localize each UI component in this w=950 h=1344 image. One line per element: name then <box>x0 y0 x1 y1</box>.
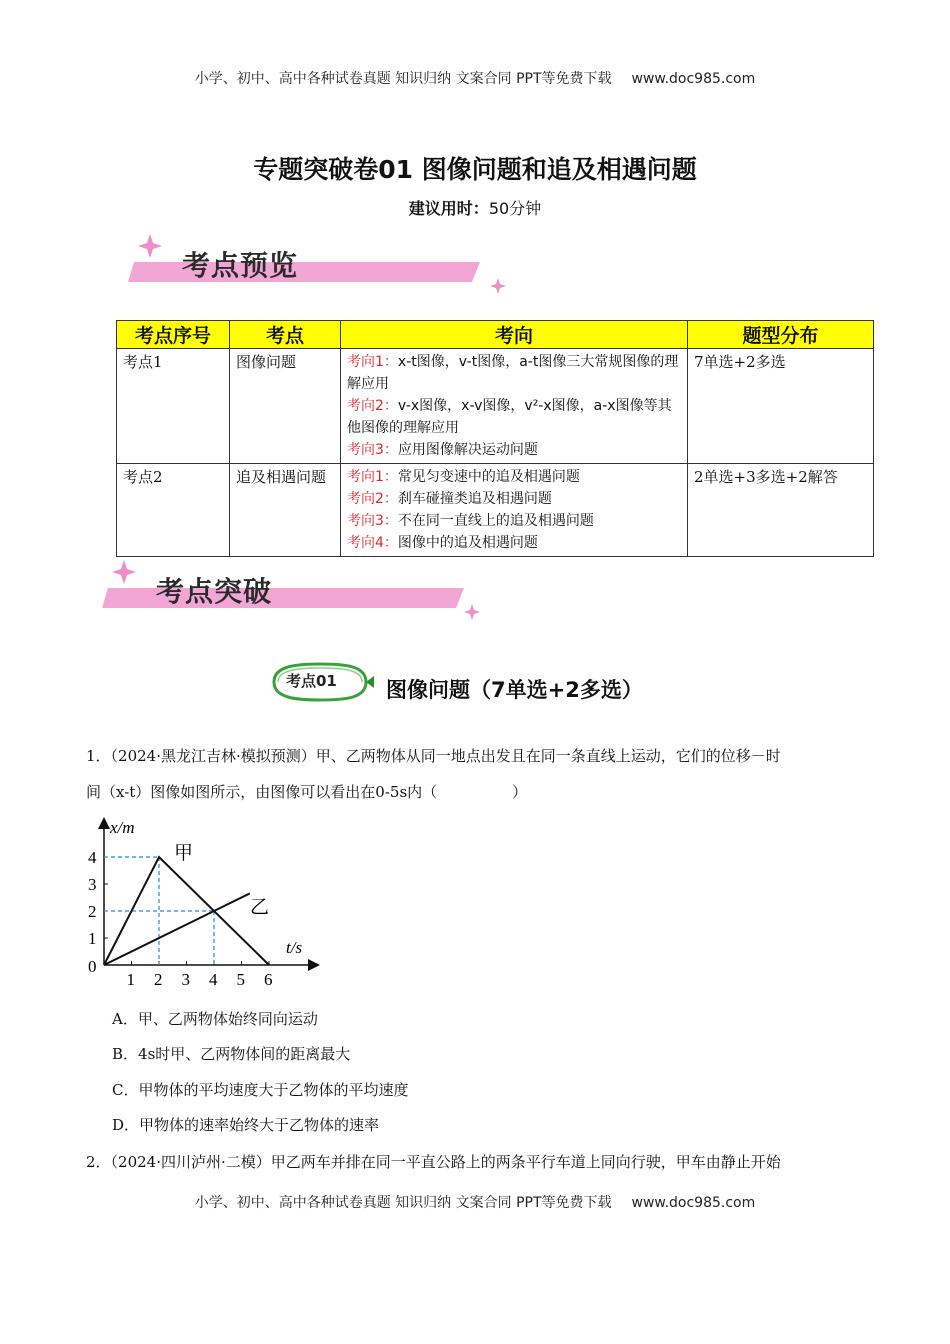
option-d[interactable]: D．甲物体的速率始终大于乙物体的速率 <box>112 1116 380 1134</box>
direction-item: 考向3：应用图像解决运动问题 <box>347 442 538 458</box>
section-title: 图像问题（7单选+2多选） <box>386 678 643 702</box>
table-header-row <box>117 321 874 349</box>
direction-item: 考向1：x-t图像，v-t图像，a-t图像三大常规图像的理解应用 <box>347 354 679 392</box>
direction-item: 考向2：v-x图像，x-v图像，v²-x图像，a-x图像等其他图像的理解应用 <box>347 398 672 436</box>
y-tick-label: 3 <box>88 875 97 894</box>
suggested-time-value: 50分钟 <box>488 199 542 218</box>
y-tick-label: 1 <box>88 929 97 948</box>
sparkle-icon <box>138 234 162 258</box>
table-row <box>117 464 874 557</box>
header-direction: 考向 <box>341 321 688 349</box>
cell-seq: 考点1 <box>117 349 230 464</box>
direction-item: 考向1：常见匀变速中的追及相遇问题 <box>347 469 580 485</box>
suggested-time-label: 建议用时： <box>408 199 489 218</box>
header-topic: 考点 <box>230 321 341 349</box>
series-line-yi <box>104 893 250 965</box>
sparkle-icon <box>464 604 480 620</box>
option-c[interactable]: C．甲物体的平均速度大于乙物体的平均速度 <box>112 1081 409 1099</box>
direction-item: 考向3：不在同一直线上的追及相遇问题 <box>347 513 594 529</box>
x-tick-label: 6 <box>264 970 273 989</box>
question-1-line-1: 1．（2024·黑龙江吉林·模拟预测）甲、乙两物体从同一地点出发且在同一条直线上运动，它们的位移－时 <box>86 747 781 765</box>
y-tick-label: 4 <box>88 848 97 867</box>
x-tick-label: 3 <box>181 970 190 989</box>
option-a[interactable]: A．甲、乙两物体始终同向运动 <box>112 1010 318 1028</box>
sparkle-icon <box>490 278 506 294</box>
question-1-line-2: 间（x-t）图像如图所示，由图像可以看出在0-5s内（ ） <box>86 783 528 801</box>
direction-item: 考向2：刹车碰撞类追及相遇问题 <box>347 491 552 507</box>
banner-preview-title: 考点预览 <box>182 249 299 282</box>
header-url[interactable]: www.doc985.com <box>631 71 756 87</box>
sparkle-icon <box>112 560 136 584</box>
cell-distribution: 7单选+2多选 <box>688 349 874 464</box>
x-axis-label: t/s <box>286 938 303 957</box>
table-row <box>117 349 874 464</box>
banner-preview-decoration <box>120 232 520 298</box>
page-header <box>0 68 950 88</box>
x-tick-label: 1 <box>126 970 135 989</box>
banner-breakthrough-title: 考点突破 <box>156 575 273 608</box>
x-tick-label: 4 <box>209 970 218 989</box>
section-badge-label: 考点01 <box>286 672 337 690</box>
origin-label: 0 <box>88 957 97 976</box>
direction-item: 考向4：图像中的追及相遇问题 <box>347 535 538 551</box>
y-axis-label: x/m <box>110 818 135 837</box>
x-tick-label: 5 <box>236 970 245 989</box>
page-footer <box>0 1192 950 1212</box>
cell-directions <box>341 464 688 557</box>
header-distribution: 题型分布 <box>688 321 874 349</box>
footer-text: 小学、初中、高中各种试卷真题 知识归纳 文案合同 PPT等免费下载 <box>194 1195 612 1211</box>
arrow-icon <box>366 676 374 688</box>
footer-url[interactable]: www.doc985.com <box>631 1195 756 1211</box>
cell-distribution: 2单选+3多选+2解答 <box>688 464 874 557</box>
yi-label: 乙 <box>250 896 270 918</box>
x-tick-label: 2 <box>154 970 163 989</box>
jia-label: 甲 <box>174 842 194 864</box>
cell-directions <box>341 349 688 464</box>
cell-seq: 考点2 <box>117 464 230 557</box>
y-tick-label: 2 <box>88 902 97 921</box>
question-2-line-1: 2．（2024·四川泸州·二模）甲乙两车并排在同一平直公路上的两条平行车道上同向行驶，甲车由静止开始 <box>86 1153 781 1171</box>
suggested-time <box>0 196 950 219</box>
cell-topic: 追及相遇问题 <box>230 464 341 557</box>
page-title: 专题突破卷01 图像问题和追及相遇问题 <box>253 155 697 184</box>
banner-breakthrough-decoration <box>94 558 494 624</box>
cell-topic: 图像问题 <box>230 349 341 464</box>
xt-graph <box>84 815 324 995</box>
option-b[interactable]: B．4s时甲、乙两物体间的距离最大 <box>112 1045 351 1063</box>
topic-overview-table <box>116 320 874 557</box>
header-text: 小学、初中、高中各种试卷真题 知识归纳 文案合同 PPT等免费下载 <box>194 71 612 87</box>
header-seq: 考点序号 <box>117 321 230 349</box>
